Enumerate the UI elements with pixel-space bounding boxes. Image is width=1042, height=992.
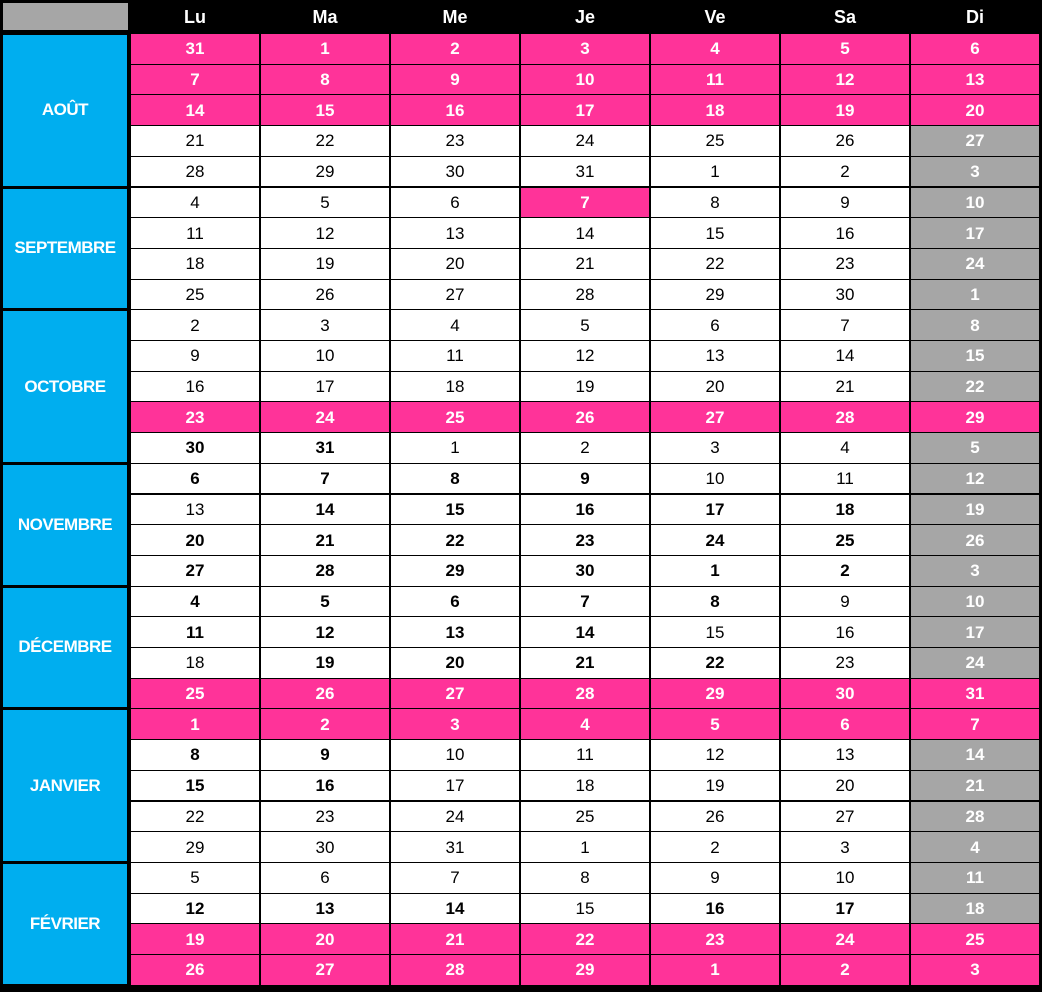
day-cell: 14 bbox=[780, 340, 910, 372]
day-cell: 20 bbox=[390, 647, 520, 679]
day-cell: 31 bbox=[390, 831, 520, 863]
month-label: OCTOBRE bbox=[2, 310, 128, 463]
month-label: NOVEMBRE bbox=[2, 464, 128, 586]
day-cell: 26 bbox=[650, 801, 780, 833]
day-cell: 18 bbox=[130, 647, 260, 679]
day-cell: 8 bbox=[650, 187, 780, 219]
day-cell: 31 bbox=[520, 156, 650, 188]
weekday-header: Ma bbox=[260, 2, 390, 32]
day-cell: 27 bbox=[390, 678, 520, 710]
day-cell: 21 bbox=[910, 770, 1040, 802]
day-cell: 21 bbox=[260, 524, 390, 556]
day-cell: 21 bbox=[520, 647, 650, 679]
header-corner bbox=[3, 3, 128, 30]
day-cell: 14 bbox=[260, 494, 390, 526]
day-cell: 26 bbox=[910, 524, 1040, 556]
day-cell: 13 bbox=[910, 64, 1040, 96]
day-cell: 28 bbox=[260, 555, 390, 587]
day-cell: 1 bbox=[650, 954, 780, 986]
day-cell: 29 bbox=[650, 279, 780, 311]
day-cell: 3 bbox=[520, 33, 650, 65]
day-cell: 19 bbox=[650, 770, 780, 802]
day-cell: 25 bbox=[130, 279, 260, 311]
day-cell: 2 bbox=[780, 555, 910, 587]
day-cell: 27 bbox=[130, 555, 260, 587]
day-cell: 16 bbox=[260, 770, 390, 802]
day-cell: 19 bbox=[780, 94, 910, 126]
day-cell: 7 bbox=[910, 708, 1040, 740]
day-cell: 5 bbox=[910, 432, 1040, 464]
day-cell: 4 bbox=[130, 586, 260, 618]
day-cell: 26 bbox=[260, 678, 390, 710]
day-cell: 11 bbox=[650, 64, 780, 96]
day-cell: 3 bbox=[390, 708, 520, 740]
day-cell: 5 bbox=[780, 33, 910, 65]
month-separator bbox=[0, 984, 130, 987]
day-cell: 1 bbox=[260, 33, 390, 65]
day-cell: 25 bbox=[650, 125, 780, 157]
day-cell: 24 bbox=[520, 125, 650, 157]
day-cell: 9 bbox=[130, 340, 260, 372]
day-cell: 27 bbox=[260, 954, 390, 986]
day-cell: 27 bbox=[650, 401, 780, 433]
day-cell: 30 bbox=[390, 156, 520, 188]
day-cell: 10 bbox=[780, 862, 910, 894]
day-cell: 8 bbox=[520, 862, 650, 894]
day-cell: 12 bbox=[650, 739, 780, 771]
day-cell: 31 bbox=[130, 33, 260, 65]
day-cell: 5 bbox=[650, 708, 780, 740]
day-cell: 31 bbox=[910, 678, 1040, 710]
day-cell: 14 bbox=[520, 217, 650, 249]
day-cell: 13 bbox=[780, 739, 910, 771]
day-cell: 7 bbox=[520, 187, 650, 219]
day-cell: 23 bbox=[520, 524, 650, 556]
day-cell: 3 bbox=[650, 432, 780, 464]
day-cell: 26 bbox=[130, 954, 260, 986]
day-cell: 4 bbox=[390, 309, 520, 341]
day-cell: 13 bbox=[260, 893, 390, 925]
day-cell: 15 bbox=[390, 494, 520, 526]
day-cell: 11 bbox=[520, 739, 650, 771]
day-cell: 28 bbox=[520, 279, 650, 311]
day-cell: 1 bbox=[390, 432, 520, 464]
day-cell: 18 bbox=[390, 371, 520, 403]
day-cell: 13 bbox=[130, 494, 260, 526]
day-cell: 22 bbox=[260, 125, 390, 157]
day-cell: 23 bbox=[780, 647, 910, 679]
day-cell: 26 bbox=[520, 401, 650, 433]
day-cell: 31 bbox=[260, 432, 390, 464]
weekday-header: Me bbox=[390, 2, 520, 32]
day-cell: 30 bbox=[260, 831, 390, 863]
day-cell: 15 bbox=[520, 893, 650, 925]
day-cell: 12 bbox=[260, 217, 390, 249]
day-cell: 17 bbox=[650, 494, 780, 526]
day-cell: 30 bbox=[780, 279, 910, 311]
day-cell: 7 bbox=[390, 862, 520, 894]
day-cell: 16 bbox=[780, 616, 910, 648]
day-cell: 23 bbox=[780, 248, 910, 280]
day-cell: 16 bbox=[520, 494, 650, 526]
day-cell: 15 bbox=[650, 616, 780, 648]
day-cell: 17 bbox=[390, 770, 520, 802]
day-cell: 2 bbox=[780, 156, 910, 188]
day-cell: 3 bbox=[910, 156, 1040, 188]
day-cell: 22 bbox=[910, 371, 1040, 403]
day-cell: 5 bbox=[260, 187, 390, 219]
day-cell: 3 bbox=[910, 954, 1040, 986]
day-cell: 6 bbox=[390, 187, 520, 219]
day-cell: 23 bbox=[650, 923, 780, 955]
day-cell: 21 bbox=[130, 125, 260, 157]
day-cell: 1 bbox=[650, 156, 780, 188]
day-cell: 24 bbox=[910, 647, 1040, 679]
day-cell: 1 bbox=[910, 279, 1040, 311]
day-cell: 15 bbox=[260, 94, 390, 126]
month-label: FÉVRIER bbox=[2, 863, 128, 985]
day-cell: 8 bbox=[260, 64, 390, 96]
day-cell: 19 bbox=[260, 647, 390, 679]
day-cell: 17 bbox=[260, 371, 390, 403]
day-cell: 4 bbox=[910, 831, 1040, 863]
day-cell: 27 bbox=[910, 125, 1040, 157]
day-cell: 21 bbox=[520, 248, 650, 280]
day-cell: 15 bbox=[650, 217, 780, 249]
day-cell: 12 bbox=[130, 893, 260, 925]
day-cell: 24 bbox=[650, 524, 780, 556]
day-cell: 23 bbox=[130, 401, 260, 433]
day-cell: 26 bbox=[260, 279, 390, 311]
day-cell: 18 bbox=[130, 248, 260, 280]
day-cell: 28 bbox=[390, 954, 520, 986]
day-cell: 14 bbox=[130, 94, 260, 126]
day-cell: 16 bbox=[390, 94, 520, 126]
day-cell: 17 bbox=[910, 616, 1040, 648]
day-cell: 20 bbox=[780, 770, 910, 802]
day-cell: 4 bbox=[520, 708, 650, 740]
day-cell: 22 bbox=[520, 923, 650, 955]
day-cell: 18 bbox=[650, 94, 780, 126]
day-cell: 2 bbox=[650, 831, 780, 863]
weekday-header: Sa bbox=[780, 2, 910, 32]
day-cell: 26 bbox=[780, 125, 910, 157]
day-cell: 20 bbox=[650, 371, 780, 403]
day-cell: 9 bbox=[260, 739, 390, 771]
month-label: JANVIER bbox=[2, 709, 128, 862]
day-cell: 19 bbox=[130, 923, 260, 955]
day-cell: 17 bbox=[520, 94, 650, 126]
day-cell: 28 bbox=[780, 401, 910, 433]
day-cell: 2 bbox=[780, 954, 910, 986]
day-cell: 13 bbox=[650, 340, 780, 372]
day-cell: 9 bbox=[390, 64, 520, 96]
day-cell: 1 bbox=[520, 831, 650, 863]
day-cell: 15 bbox=[130, 770, 260, 802]
month-label: AOÛT bbox=[2, 34, 128, 187]
day-cell: 1 bbox=[650, 555, 780, 587]
day-cell: 14 bbox=[520, 616, 650, 648]
day-cell: 9 bbox=[520, 463, 650, 495]
day-cell: 6 bbox=[650, 309, 780, 341]
day-cell: 13 bbox=[390, 217, 520, 249]
day-cell: 27 bbox=[390, 279, 520, 311]
day-cell: 7 bbox=[520, 586, 650, 618]
day-cell: 5 bbox=[520, 309, 650, 341]
day-cell: 24 bbox=[780, 923, 910, 955]
day-cell: 22 bbox=[650, 647, 780, 679]
day-cell: 30 bbox=[780, 678, 910, 710]
day-cell: 8 bbox=[910, 309, 1040, 341]
day-cell: 27 bbox=[780, 801, 910, 833]
day-cell: 5 bbox=[260, 586, 390, 618]
day-cell: 2 bbox=[260, 708, 390, 740]
day-cell: 19 bbox=[910, 494, 1040, 526]
day-cell: 11 bbox=[130, 217, 260, 249]
day-cell: 14 bbox=[390, 893, 520, 925]
day-cell: 2 bbox=[520, 432, 650, 464]
day-cell: 4 bbox=[130, 187, 260, 219]
day-cell: 6 bbox=[260, 862, 390, 894]
day-cell: 4 bbox=[780, 432, 910, 464]
day-cell: 12 bbox=[520, 340, 650, 372]
day-cell: 16 bbox=[130, 371, 260, 403]
day-cell: 2 bbox=[390, 33, 520, 65]
day-cell: 12 bbox=[780, 64, 910, 96]
weekday-header: Je bbox=[520, 2, 650, 32]
day-cell: 6 bbox=[780, 708, 910, 740]
day-cell: 3 bbox=[260, 309, 390, 341]
day-cell: 8 bbox=[650, 586, 780, 618]
day-cell: 25 bbox=[520, 801, 650, 833]
day-cell: 8 bbox=[390, 463, 520, 495]
day-cell: 10 bbox=[520, 64, 650, 96]
day-cell: 6 bbox=[910, 33, 1040, 65]
day-cell: 14 bbox=[910, 739, 1040, 771]
day-cell: 19 bbox=[260, 248, 390, 280]
day-cell: 20 bbox=[260, 923, 390, 955]
day-cell: 17 bbox=[910, 217, 1040, 249]
day-cell: 22 bbox=[390, 524, 520, 556]
day-cell: 3 bbox=[910, 555, 1040, 587]
day-cell: 7 bbox=[780, 309, 910, 341]
day-cell: 30 bbox=[520, 555, 650, 587]
day-cell: 7 bbox=[130, 64, 260, 96]
day-cell: 15 bbox=[910, 340, 1040, 372]
day-cell: 29 bbox=[390, 555, 520, 587]
day-cell: 13 bbox=[390, 616, 520, 648]
day-cell: 11 bbox=[390, 340, 520, 372]
day-cell: 9 bbox=[780, 187, 910, 219]
month-label: SEPTEMBRE bbox=[2, 188, 128, 310]
weekday-header: Di bbox=[910, 2, 1040, 32]
day-cell: 12 bbox=[910, 463, 1040, 495]
day-cell: 9 bbox=[650, 862, 780, 894]
day-cell: 10 bbox=[260, 340, 390, 372]
day-cell: 8 bbox=[130, 739, 260, 771]
day-cell: 10 bbox=[650, 463, 780, 495]
day-cell: 30 bbox=[130, 432, 260, 464]
day-cell: 29 bbox=[650, 678, 780, 710]
weekday-header: Ve bbox=[650, 2, 780, 32]
day-cell: 5 bbox=[130, 862, 260, 894]
day-cell: 21 bbox=[780, 371, 910, 403]
day-cell: 16 bbox=[650, 893, 780, 925]
day-cell: 28 bbox=[910, 801, 1040, 833]
day-cell: 16 bbox=[780, 217, 910, 249]
day-cell: 12 bbox=[260, 616, 390, 648]
day-cell: 11 bbox=[130, 616, 260, 648]
day-cell: 29 bbox=[910, 401, 1040, 433]
weekday-header: Lu bbox=[130, 2, 260, 32]
day-cell: 18 bbox=[910, 893, 1040, 925]
day-cell: 24 bbox=[390, 801, 520, 833]
day-cell: 2 bbox=[130, 309, 260, 341]
day-cell: 11 bbox=[910, 862, 1040, 894]
day-cell: 18 bbox=[780, 494, 910, 526]
day-cell: 25 bbox=[780, 524, 910, 556]
day-cell: 4 bbox=[650, 33, 780, 65]
day-cell: 10 bbox=[910, 586, 1040, 618]
day-cell: 29 bbox=[520, 954, 650, 986]
day-cell: 25 bbox=[390, 401, 520, 433]
day-cell: 24 bbox=[910, 248, 1040, 280]
day-cell: 9 bbox=[780, 586, 910, 618]
day-cell: 20 bbox=[910, 94, 1040, 126]
day-cell: 23 bbox=[260, 801, 390, 833]
day-cell: 25 bbox=[130, 678, 260, 710]
day-cell: 25 bbox=[910, 923, 1040, 955]
month-label: DÉCEMBRE bbox=[2, 587, 128, 709]
day-cell: 19 bbox=[520, 371, 650, 403]
day-cell: 10 bbox=[910, 187, 1040, 219]
day-cell: 18 bbox=[520, 770, 650, 802]
day-cell: 7 bbox=[260, 463, 390, 495]
day-cell: 22 bbox=[650, 248, 780, 280]
day-cell: 22 bbox=[130, 801, 260, 833]
day-cell: 11 bbox=[780, 463, 910, 495]
day-cell: 23 bbox=[390, 125, 520, 157]
day-cell: 29 bbox=[130, 831, 260, 863]
day-cell: 1 bbox=[130, 708, 260, 740]
day-cell: 6 bbox=[390, 586, 520, 618]
day-cell: 29 bbox=[260, 156, 390, 188]
day-cell: 21 bbox=[390, 923, 520, 955]
day-cell: 10 bbox=[390, 739, 520, 771]
day-cell: 20 bbox=[130, 524, 260, 556]
day-cell: 20 bbox=[390, 248, 520, 280]
day-cell: 17 bbox=[780, 893, 910, 925]
day-cell: 6 bbox=[130, 463, 260, 495]
day-cell: 28 bbox=[130, 156, 260, 188]
day-cell: 24 bbox=[260, 401, 390, 433]
day-cell: 3 bbox=[780, 831, 910, 863]
day-cell: 28 bbox=[520, 678, 650, 710]
